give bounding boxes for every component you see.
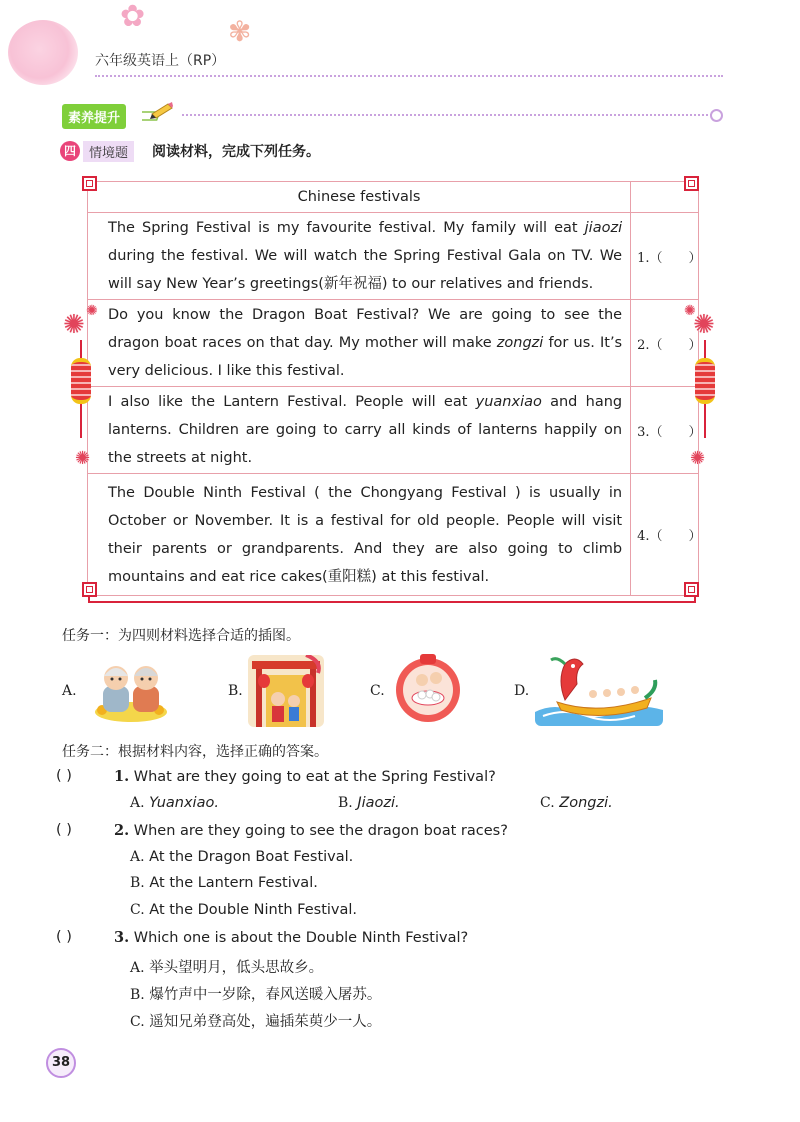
pencil-icon (142, 100, 176, 122)
lantern-icon (71, 358, 91, 404)
passage-text: for us. It’s very delicious. I like this festival. (108, 335, 623, 379)
table-row (88, 474, 699, 596)
q3-option-a: A. 举头望明月，低头思故乡。 (130, 960, 324, 976)
question-number: 3. (114, 929, 130, 946)
answer-blank-1[interactable]: 1.（ ） (631, 213, 699, 300)
passage-text: The Spring Festival is my favourite festival. My family will eat (108, 220, 585, 236)
corner-ornament-icon (82, 582, 97, 597)
question-number: 1. (114, 768, 130, 785)
passage-3 (88, 387, 631, 474)
paper-cut-flower-icon: ✺ (693, 310, 715, 340)
answer-blank-4[interactable]: 4.（ ） (631, 474, 699, 596)
option-c-label: C. (370, 683, 385, 699)
passage-text: during the festival. We will watch the Spring Festival Gala on TV. We will say New Year’s greetings(新年祝福) to our relatives and friends. (108, 248, 623, 292)
lantern-string (704, 340, 706, 360)
option-d-label: D. (514, 683, 530, 699)
table-row (88, 300, 699, 387)
question-2 (114, 822, 508, 839)
question-text: What are they going to eat at the Spring Festival? (133, 769, 496, 785)
italic-term: zongzi (496, 335, 544, 351)
question-type-label: 情境题 (83, 141, 134, 162)
question-number: 2. (114, 822, 130, 839)
answer-blank-q2[interactable]: ( ) (56, 822, 72, 838)
corner-ornament-icon (82, 176, 97, 191)
lantern-icon (695, 358, 715, 404)
paper-cut-flower-icon: ✺ (86, 303, 98, 319)
q3-option-b: B. 爆竹声中一岁除，春风送暖入屠苏。 (130, 987, 382, 1003)
table-title: Chinese festivals (88, 182, 631, 213)
answer-blank-q1[interactable]: ( ) (56, 768, 72, 784)
q2-option-c: C. At the Double Ninth Festival. (130, 902, 358, 918)
flower-decoration-icon: ✾ (228, 15, 252, 48)
passage-text: I also like the Lantern Festival. People will eat (108, 394, 476, 410)
task-number: 四 (60, 141, 80, 161)
task-one-title: 任务一：为四则材料选择合适的插图。 (62, 628, 300, 644)
page-number: 38 (46, 1048, 76, 1078)
dragon-boat-illustration (535, 650, 663, 726)
q2-option-a: A. At the Dragon Boat Festival. (130, 849, 354, 865)
lantern-festival-illustration (392, 652, 464, 724)
divider-end-circle (710, 109, 723, 122)
passage-text: and hang lanterns. Children are going to carry all kinds of lanterns happily on the streets at night. (108, 394, 623, 466)
passage-text: Do you know the Dragon Boat Festival? We are going to see the dragon boat races on that day. My mother will make (108, 307, 623, 351)
header-divider (95, 75, 723, 77)
corner-ornament-icon (684, 176, 699, 191)
italic-term: yuanxiao (475, 394, 542, 410)
q1-option-a: A. Yuanxiao. (130, 795, 219, 811)
q2-option-b: B. At the Lantern Festival. (130, 875, 318, 891)
corner-ornament-icon (684, 582, 699, 597)
task-instruction: 阅读材料，完成下列任务。 (152, 144, 320, 160)
section-divider (182, 114, 712, 116)
answer-blank-2[interactable]: 2.（ ） (631, 300, 699, 387)
option-b-label: B. (228, 683, 243, 699)
question-text: When are they going to see the dragon boat races? (133, 823, 508, 839)
spring-festival-illustration (248, 655, 324, 727)
passage-1 (88, 213, 631, 300)
table-header-row (88, 182, 699, 213)
italic-term: jiaozi (584, 220, 623, 236)
question-1 (114, 768, 496, 785)
lantern-string (704, 404, 706, 438)
q3-option-c: C. 遥知兄弟登高处，遍插茱萸少一人。 (130, 1014, 382, 1030)
answer-blank-3[interactable]: 3.（ ） (631, 387, 699, 474)
flower-decoration-icon: ✿ (120, 0, 146, 34)
paper-cut-flower-icon: ✺ (684, 303, 696, 319)
table-row (88, 387, 699, 474)
answer-blank-q3[interactable]: ( ) (56, 929, 72, 945)
paper-cut-flower-icon: ✺ (63, 310, 85, 340)
question-3 (114, 929, 468, 946)
q1-option-b: B. Jiaozi. (338, 795, 400, 811)
book-title: 六年级英语上（RP） (95, 53, 226, 69)
q1-option-c: C. Zongzi. (540, 795, 613, 811)
paper-cut-flower-icon: ✺ (690, 448, 706, 469)
table-row (88, 213, 699, 300)
lantern-string (80, 340, 82, 360)
pink-watercolor-decoration (8, 20, 78, 85)
passage-2 (88, 300, 631, 387)
option-a-label: A. (62, 683, 77, 699)
passage-text: The Double Ninth Festival ( the Chongyang Festival ) is usually in October or November. It is a festival for old people. People will visit their parents or grandparents. And they are also going to climb mountains and eat rice cakes(重阳糕) at this festival. (108, 484, 623, 585)
lantern-string (80, 404, 82, 438)
passage-4 (88, 474, 631, 596)
elderly-couple-illustration (93, 656, 169, 722)
question-text: Which one is about the Double Ninth Festival? (133, 930, 469, 946)
task-two-title: 任务二：根据材料内容，选择正确的答案。 (62, 744, 328, 760)
festivals-table (87, 181, 702, 596)
section-tag: 素养提升 (62, 104, 126, 129)
paper-cut-flower-icon: ✺ (75, 448, 91, 469)
